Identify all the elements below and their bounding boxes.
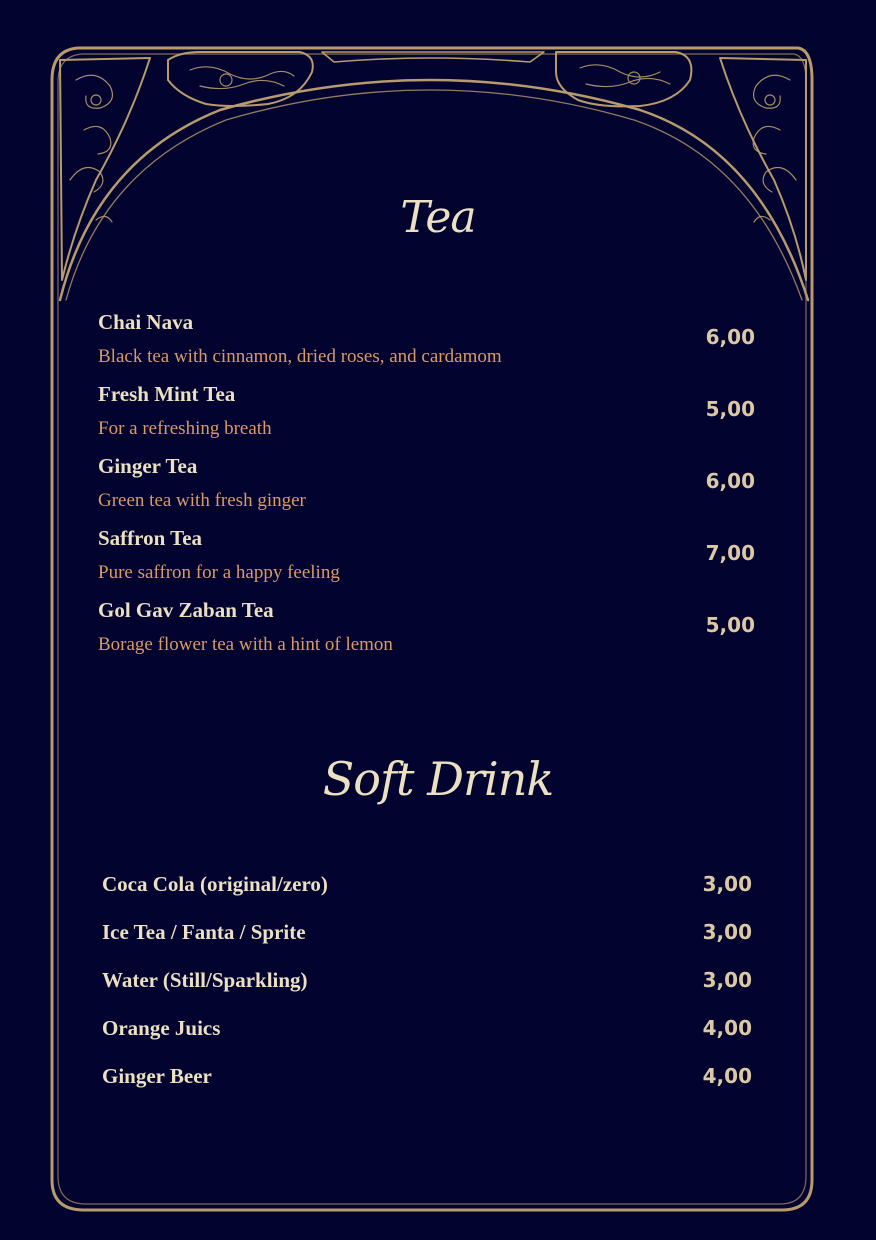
item-name: Ginger Beer (102, 1064, 212, 1088)
item-price: 7,00 (705, 541, 755, 565)
item-name: Chai Nava (98, 310, 194, 334)
soft-item-ice-tea (102, 920, 754, 950)
item-price: 5,00 (705, 397, 755, 421)
item-price: 5,00 (705, 613, 755, 637)
item-description: Pure saffron for a happy feeling (98, 562, 340, 583)
item-price: 6,00 (705, 469, 755, 493)
item-price: 6,00 (705, 325, 755, 349)
item-price: 3,00 (702, 920, 752, 944)
item-name: Coca Cola (original/zero) (102, 872, 328, 896)
soft-item-water (102, 968, 754, 998)
item-price: 4,00 (702, 1016, 752, 1040)
item-description: Borage flower tea with a hint of lemon (98, 634, 393, 655)
item-name: Ginger Tea (98, 454, 198, 478)
item-name: Gol Gav Zaban Tea (98, 598, 274, 622)
tea-item-ginger-tea (98, 454, 768, 526)
item-description: For a refreshing breath (98, 418, 272, 439)
item-name: Fresh Mint Tea (98, 382, 236, 406)
item-name: Saffron Tea (98, 526, 203, 550)
item-name: Water (Still/Sparkling) (102, 968, 308, 992)
tea-item-saffron-tea (98, 526, 768, 598)
item-name: Orange Juics (102, 1016, 221, 1040)
item-price: 4,00 (702, 1064, 752, 1088)
tea-item-chai-nava (98, 310, 768, 382)
soft-item-ginger-beer (102, 1064, 754, 1094)
tea-section-title: Tea (400, 192, 476, 243)
item-description: Black tea with cinnamon, dried roses, and cardamom (98, 346, 502, 367)
item-price: 3,00 (702, 872, 752, 896)
soft-item-coca-cola (102, 872, 754, 902)
item-description: Green tea with fresh ginger (98, 490, 306, 511)
soft-item-orange-juice (102, 1016, 754, 1046)
tea-item-gol-gav-zaban-tea (98, 598, 768, 670)
item-price: 3,00 (702, 968, 752, 992)
soft-drink-section-title: Soft Drink (322, 752, 554, 806)
tea-item-fresh-mint-tea (98, 382, 768, 454)
item-name: Ice Tea / Fanta / Sprite (102, 920, 306, 944)
